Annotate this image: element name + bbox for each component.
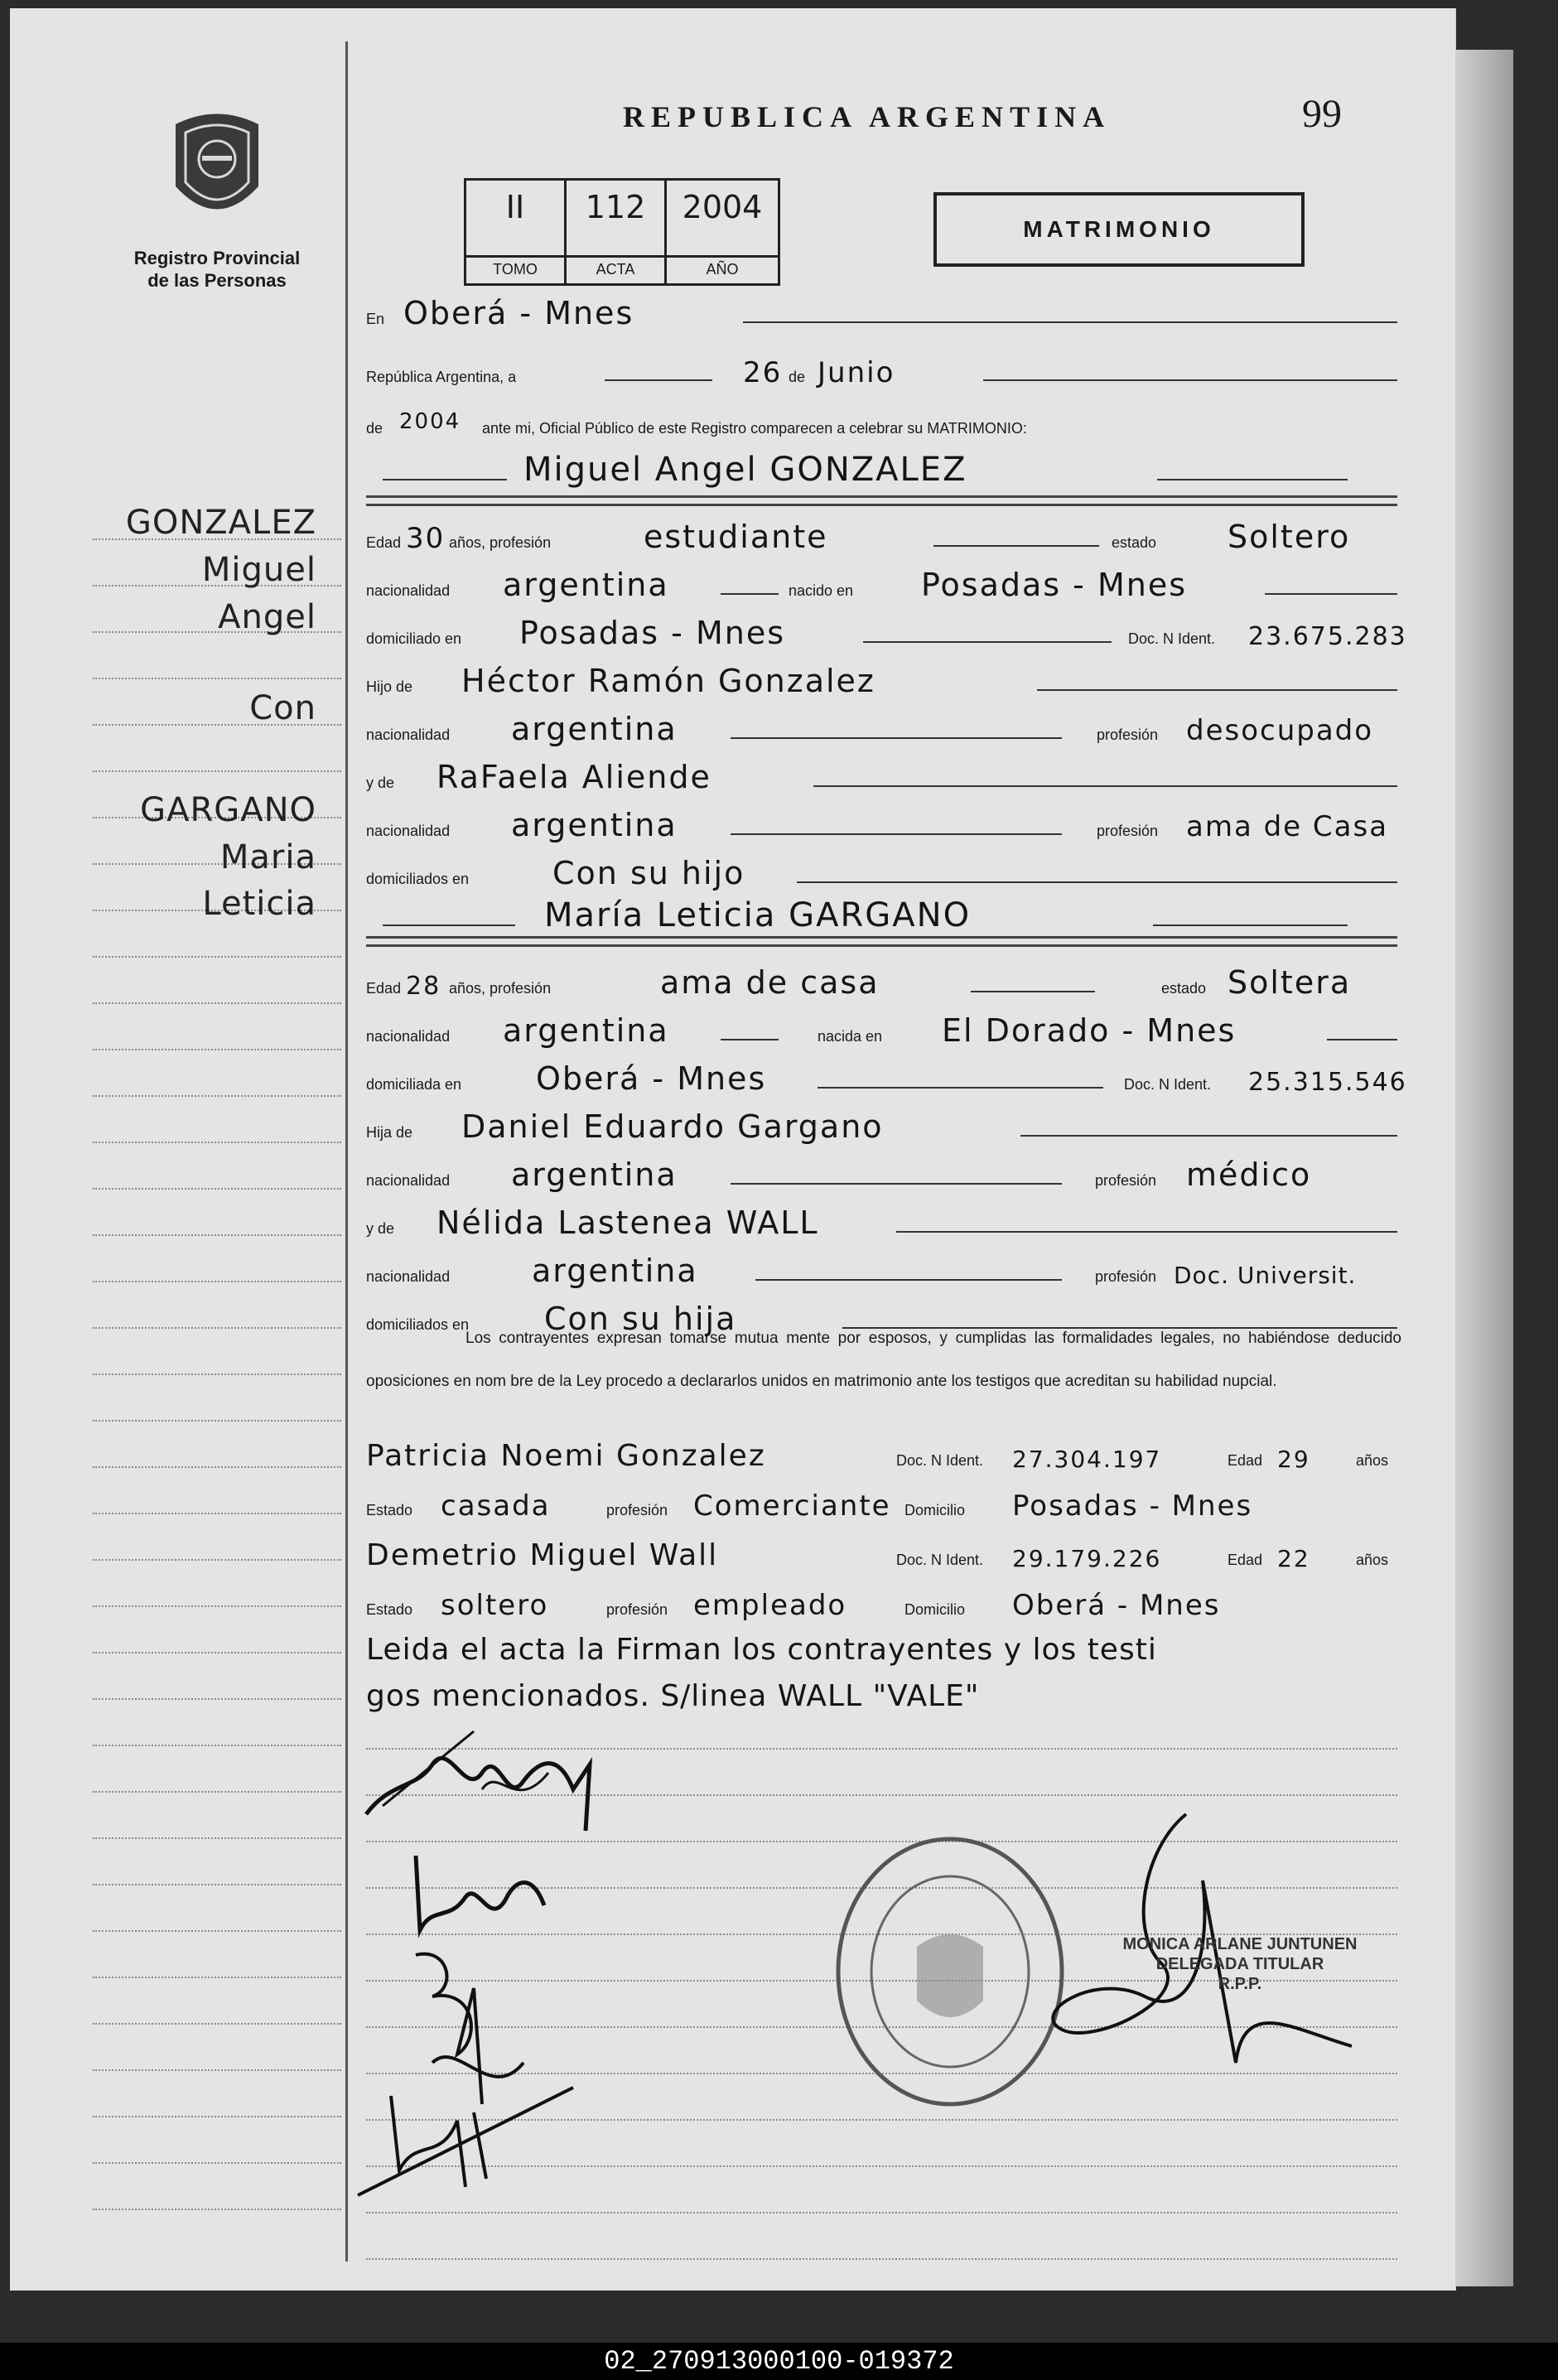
groom-padre-nac-label: nacionalidad — [366, 727, 451, 743]
margin-rule — [93, 1420, 341, 1422]
bride-age-line — [366, 959, 1397, 1002]
tomo-cell — [466, 181, 567, 283]
witness1-doc: 27.304.197 — [1012, 1446, 1162, 1473]
closing-text-2: gos mencionados. S/linea WALL "VALE" — [366, 1679, 980, 1713]
groom-madre-nac-label: nacionalidad — [366, 823, 451, 839]
witness1-dom-label: Domicilio — [904, 1502, 966, 1518]
groom-nacido-label: nacido en — [789, 582, 854, 599]
bride-edad-label: Edad — [366, 980, 402, 997]
groom-estado: Soltero — [1228, 519, 1351, 555]
bride-nacida-en: El Dorado - Mnes — [942, 1012, 1237, 1049]
margin-bride-surname: GARGANO — [140, 791, 316, 829]
groom-padre-prof: desocupado — [1186, 714, 1374, 747]
margin-connector: Con — [249, 689, 316, 727]
margin-rule — [93, 1698, 341, 1700]
de2-label: de — [366, 420, 383, 437]
closing-line-2 — [366, 1672, 1397, 1715]
month-value: Junio — [818, 356, 895, 389]
bride-padre: Daniel Eduardo Gargano — [461, 1108, 884, 1145]
groom-father-nat-line — [366, 706, 1397, 749]
margin-rule — [93, 770, 341, 772]
bride-padre-prof-label: profesión — [1095, 1172, 1157, 1189]
groom-parents-dom-line — [366, 850, 1397, 893]
provincial-seal-icon — [167, 108, 267, 228]
groom-domicile-line — [366, 610, 1407, 653]
groom-madre-prof: ama de Casa — [1186, 810, 1389, 843]
register-page — [10, 8, 1456, 2291]
bride-madre-prof: Doc. Universit. — [1174, 1262, 1357, 1289]
margin-rule — [93, 2116, 341, 2117]
bride-full-name: María Leticia GARGANO — [544, 896, 972, 934]
groom-yde-label: y de — [366, 775, 395, 791]
margin-rule — [93, 1188, 341, 1190]
witness2-doc: 29.179.226 — [1012, 1545, 1162, 1572]
witness2-prof-label: profesión — [606, 1601, 668, 1618]
acta-label: ACTA — [567, 255, 664, 278]
bride-domicile-line — [366, 1055, 1407, 1098]
bride-mother-nat-line — [366, 1248, 1397, 1291]
bride-padres-dom-label: domiciliados en — [366, 1316, 470, 1333]
groom-anios-label: años, profesión — [449, 534, 552, 551]
bride-father-nat-line — [366, 1151, 1397, 1195]
closing-text-1: Leida el acta la Firman los contrayentes y los testi — [366, 1633, 1157, 1667]
place-line — [366, 290, 1397, 333]
closing-line-1 — [366, 1625, 1397, 1668]
witness1-profesion: Comerciante — [693, 1489, 891, 1523]
tomo-value: II — [505, 189, 525, 225]
groom-padres-dom: Con su hijo — [552, 855, 745, 891]
bride-domicilio: Oberá - Mnes — [536, 1060, 767, 1097]
official-name-stamp — [1074, 1934, 1406, 1994]
margin-rule — [93, 1373, 341, 1375]
groom-full-name: Miguel Angel GONZALEZ — [523, 451, 967, 489]
bride-doc-label: Doc. N Ident. — [1124, 1076, 1212, 1093]
registry-name — [109, 247, 325, 292]
witness1-detail-line — [366, 1481, 1397, 1524]
witness2-doc-label: Doc. N Ident. — [896, 1552, 984, 1568]
groom-madre-prof-label: profesión — [1097, 823, 1159, 839]
margin-divider — [345, 41, 348, 2262]
witness1-doc-label: Doc. N Ident. — [896, 1452, 984, 1469]
groom-edad-label: Edad — [366, 534, 402, 551]
margin-rule — [93, 1559, 341, 1561]
margin-rule — [93, 1466, 341, 1468]
registry-line-2: de las Personas — [147, 270, 287, 291]
witness2-line — [366, 1531, 1397, 1574]
en-label: En — [366, 311, 385, 327]
groom-nationality-line — [366, 562, 1397, 605]
bride-nationality-line — [366, 1007, 1397, 1050]
witness1-anios: años — [1356, 1452, 1389, 1469]
margin-bride-name1: Maria — [219, 838, 316, 876]
signature-2 — [399, 1839, 565, 1947]
margin-groom-surname: GONZALEZ — [125, 504, 316, 542]
witness2-estado-label: Estado — [366, 1601, 413, 1618]
groom-nac-label: nacionalidad — [366, 582, 451, 599]
margin-rule — [93, 1234, 341, 1236]
margin-rule — [93, 1930, 341, 1932]
margin-groom-name1: Miguel — [201, 551, 316, 589]
margin-rule — [93, 1142, 341, 1143]
witness1-estado: casada — [441, 1489, 551, 1523]
margin-rule — [93, 956, 341, 958]
witness1-prof-label: profesión — [606, 1502, 668, 1518]
witness2-edad: 22 — [1277, 1545, 1310, 1572]
bride-nac-label: nacionalidad — [366, 1028, 451, 1045]
bride-estado: Soltera — [1228, 964, 1352, 1001]
groom-profesion: estudiante — [644, 519, 828, 555]
signature-1 — [358, 1715, 623, 1839]
de-label: de — [789, 369, 806, 385]
footer-id: 02_270913000100-019372 — [0, 2343, 1558, 2380]
groom-madre: RaFaela Aliende — [437, 759, 711, 795]
page-number: 99 — [1302, 92, 1342, 136]
bride-madre: Nélida Lastenea WALL — [437, 1204, 819, 1241]
bride-dom-label: domiciliada en — [366, 1076, 462, 1093]
margin-rule — [93, 1513, 341, 1514]
country-heading: REPUBLICA ARGENTINA — [623, 100, 1112, 133]
bride-padre-nac: argentina — [511, 1156, 678, 1193]
acta-value: 112 — [585, 189, 646, 225]
registry-line-1: Registro Provincial — [133, 248, 301, 268]
official-name: MONICA ARLANE JUNTUNEN — [1122, 1935, 1358, 1953]
signature-4 — [341, 2063, 606, 2204]
groom-nacido-en: Posadas - Mnes — [921, 567, 1188, 603]
bride-madre-nac: argentina — [532, 1253, 698, 1289]
margin-rule — [93, 1977, 341, 1978]
margin-rule — [93, 1745, 341, 1746]
groom-madre-nac: argentina — [511, 807, 678, 843]
bride-mother-line — [366, 1200, 1397, 1243]
witness2-detail-line — [366, 1581, 1397, 1624]
bride-madre-nac-label: nacionalidad — [366, 1268, 451, 1285]
witness2-dom-label: Domicilio — [904, 1601, 966, 1618]
witness1-edad: 29 — [1277, 1446, 1310, 1473]
margin-rule — [93, 1605, 341, 1607]
groom-doc-label: Doc. N Ident. — [1128, 630, 1216, 647]
groom-domicilio: Posadas - Mnes — [519, 615, 786, 651]
witness2-name: Demetrio Miguel Wall — [366, 1538, 719, 1572]
statement-line — [366, 399, 1397, 442]
groom-mother-nat-line — [366, 802, 1397, 845]
place-value: Oberá - Mnes — [403, 295, 634, 331]
witness1-name: Patricia Noemi Gonzalez — [366, 1439, 766, 1473]
witness2-edad-label: Edad — [1228, 1552, 1263, 1568]
groom-name-line — [366, 447, 1397, 490]
bride-anios-label: años, profesión — [449, 980, 552, 997]
bride-doc: 25.315.546 — [1248, 1068, 1407, 1097]
witness2-estado: soltero — [441, 1589, 549, 1622]
year-value: 2004 — [399, 409, 461, 434]
groom-padres-dom-label: domiciliados en — [366, 871, 470, 887]
margin-groom-name2: Angel — [218, 598, 316, 636]
groom-estado-label: estado — [1112, 534, 1157, 551]
groom-hijo-label: Hijo de — [366, 678, 413, 695]
acta-cell — [567, 181, 667, 283]
republica-label: República Argentina, a — [366, 369, 517, 385]
official-title: DELEGADA TITULAR — [1155, 1955, 1324, 1973]
body-rule — [366, 2258, 1397, 2260]
witness1-domicilio: Posadas - Mnes — [1012, 1489, 1253, 1523]
groom-age-line — [366, 514, 1397, 557]
witness2-profesion: empleado — [693, 1589, 847, 1622]
margin-rule — [93, 1327, 341, 1329]
groom-padre: Héctor Ramón Gonzalez — [461, 663, 875, 699]
statement-text: ante mi, Oficial Público de este Registro comparecen a celebrar su MATRIMONIO: — [482, 420, 1027, 437]
book-edge — [1455, 50, 1513, 2286]
margin-rule — [93, 1049, 341, 1050]
groom-edad: 30 — [406, 522, 446, 555]
official-org: R.P.P. — [1218, 1975, 1262, 1993]
day-value: 26 — [743, 356, 783, 389]
bride-yde-label: y de — [366, 1220, 395, 1237]
bride-madre-prof-label: profesión — [1095, 1268, 1157, 1285]
groom-mother-line — [366, 754, 1397, 797]
anio-label: AÑO — [667, 255, 778, 278]
margin-rule — [93, 2023, 341, 2025]
margin-bride-name2: Leticia — [202, 885, 316, 923]
witness2-anios: años — [1356, 1552, 1389, 1568]
margin-rule — [93, 1095, 341, 1097]
margin-rule — [93, 1002, 341, 1004]
margin-rule — [93, 678, 341, 679]
margin-rule — [93, 1837, 341, 1839]
bride-padres-dom: Con su hija — [544, 1301, 737, 1337]
bride-father-line — [366, 1103, 1397, 1147]
bride-padre-nac-label: nacionalidad — [366, 1172, 451, 1189]
margin-rule — [93, 1281, 341, 1282]
groom-doc: 23.675.283 — [1248, 622, 1407, 651]
date-line — [366, 348, 1397, 391]
margin-rule — [93, 2209, 341, 2210]
margin-rule — [93, 2162, 341, 2164]
declaration-text: Los contrayentes expresan tomarse mutua mente por esposos, y cumplidas las formalidades legales, no habiéndose deducido oposiciones en nom bre de la Ley procedo a declararlos unidos en matrimonio ante los testigos que acreditan su habilidad nupcial. — [366, 1330, 1401, 1390]
act-type-box: MATRIMONIO — [933, 192, 1305, 267]
bride-nacida-label: nacida en — [818, 1028, 883, 1045]
anio-cell — [667, 181, 778, 283]
margin-rule — [93, 1652, 341, 1653]
margin-rule — [93, 1791, 341, 1793]
groom-padre-nac: argentina — [511, 711, 678, 747]
witness2-domicilio: Oberá - Mnes — [1012, 1589, 1221, 1622]
bride-profesion: ama de casa — [660, 964, 880, 1001]
margin-rule — [93, 2069, 341, 2071]
bride-hija-label: Hija de — [366, 1124, 413, 1141]
tomo-label: TOMO — [466, 255, 564, 278]
groom-nacionalidad: argentina — [503, 567, 669, 603]
body-rule — [366, 2212, 1397, 2213]
groom-dom-label: domiciliado en — [366, 630, 462, 647]
witness1-edad-label: Edad — [1228, 1452, 1263, 1469]
groom-padre-prof-label: profesión — [1097, 727, 1159, 743]
bride-edad: 28 — [406, 972, 441, 1001]
tomo-acta-anio-box — [464, 178, 780, 286]
bride-nacionalidad: argentina — [503, 1012, 669, 1049]
groom-father-line — [366, 658, 1397, 701]
anio-value: 2004 — [682, 189, 763, 225]
bride-name-line — [366, 893, 1397, 936]
margin-rule — [93, 1884, 341, 1885]
witness1-estado-label: Estado — [366, 1502, 413, 1518]
bride-padre-prof: médico — [1186, 1156, 1312, 1193]
witness1-line — [366, 1431, 1397, 1475]
bride-estado-label: estado — [1161, 980, 1207, 997]
